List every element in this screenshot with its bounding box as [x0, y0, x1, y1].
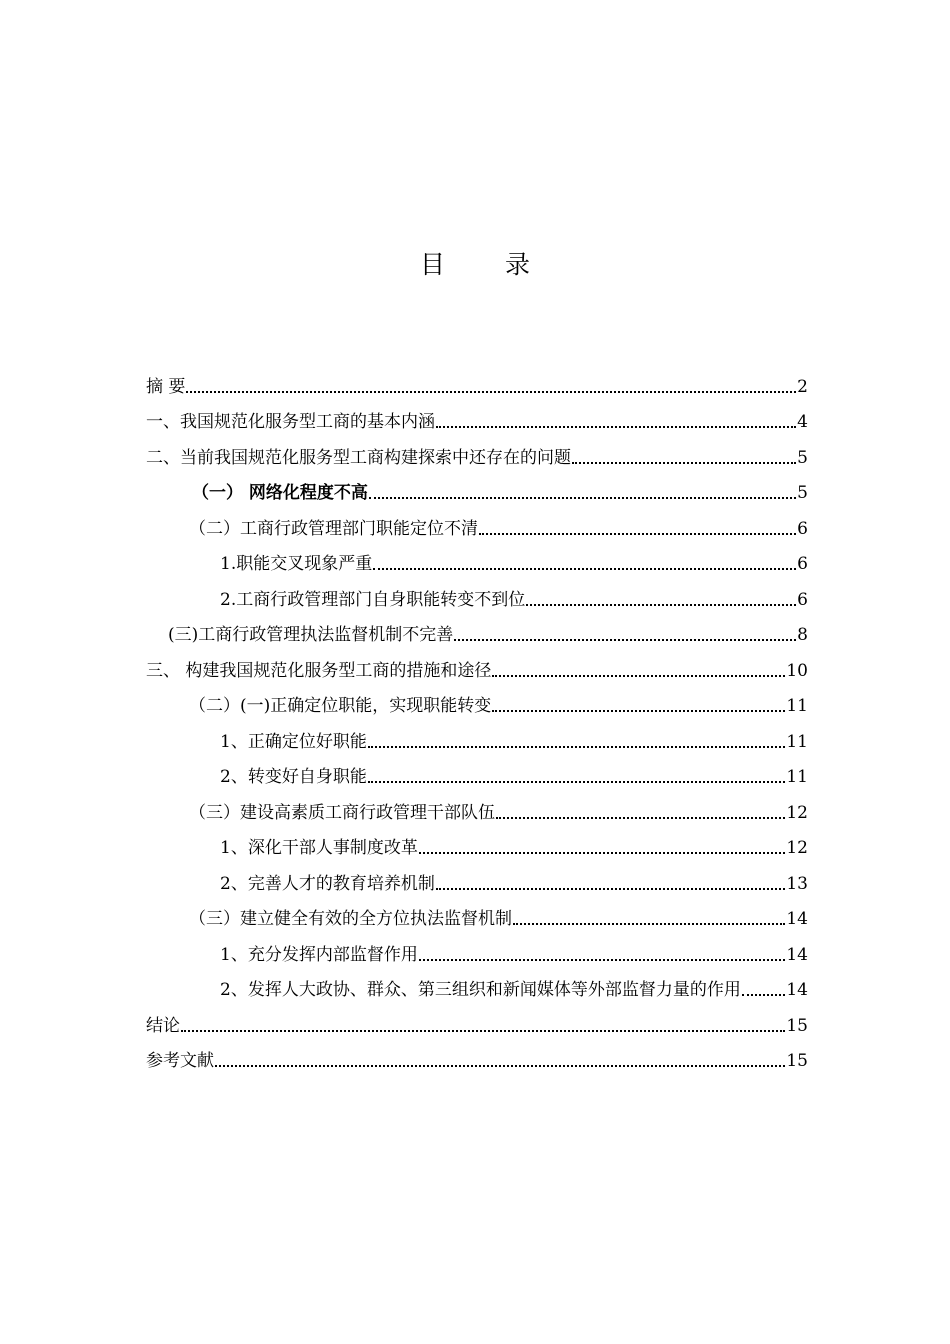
- toc-entry-label: （一） 网络化程度不高: [192, 483, 368, 503]
- toc-entry-label: （二）(一)正确定位职能，实现职能转变: [189, 696, 492, 716]
- toc-entry-page: 2: [797, 376, 808, 397]
- dot-leader: [215, 1065, 785, 1067]
- toc-entry-label: 1、充分发挥内部监督作用: [220, 944, 418, 965]
- dot-leader: [181, 1030, 785, 1032]
- dot-leader: [496, 817, 785, 819]
- dot-leader: [373, 568, 796, 570]
- toc-entry-page: 15: [786, 1051, 808, 1071]
- toc-entry[interactable]: [146, 682, 808, 718]
- toc-entry-label: （三）建设高素质工商行政管理干部队伍: [189, 802, 495, 823]
- dot-leader: [572, 462, 796, 464]
- toc-entry-label: （二）工商行政管理部门职能定位不清: [189, 518, 478, 539]
- dot-leader: [369, 497, 796, 499]
- toc-entry[interactable]: [146, 611, 808, 647]
- toc-entry-page: 12: [786, 838, 808, 858]
- dot-leader: [492, 675, 785, 677]
- dot-leader: [526, 604, 796, 606]
- toc-entry-page: 12: [786, 802, 808, 823]
- toc-entry-page: 6: [797, 554, 808, 574]
- toc-entry[interactable]: [146, 859, 808, 895]
- dot-leader: [454, 639, 796, 641]
- toc-entry-page: 6: [797, 589, 808, 610]
- dot-leader: [419, 852, 786, 854]
- toc-entry[interactable]: [146, 930, 808, 966]
- toc-entry[interactable]: [146, 788, 808, 824]
- dot-leader: [436, 888, 786, 890]
- toc-entry[interactable]: [146, 895, 808, 931]
- toc-entry[interactable]: [146, 824, 808, 860]
- toc-entry-page: 5: [797, 483, 808, 503]
- dot-leader: [742, 994, 786, 996]
- toc-entry-label: 参考文献: [146, 1051, 214, 1071]
- toc-entry-page: 11: [786, 696, 808, 716]
- toc-entry-label: 三、 构建我国规范化服务型工商的措施和途径: [146, 660, 492, 681]
- dot-leader: [368, 746, 786, 748]
- toc-list: [146, 362, 808, 1072]
- toc-entry-page: 4: [797, 412, 808, 432]
- toc-entry-label: 2、转变好自身职能: [220, 767, 367, 787]
- toc-entry-label: （三）建立健全有效的全方位执法监督机制: [189, 909, 512, 929]
- toc-entry-label: 1、正确定位好职能: [220, 731, 367, 752]
- toc-entry-label: 1.职能交叉现象严重: [220, 554, 373, 574]
- toc-entry[interactable]: [146, 717, 808, 753]
- toc-entry-label: (三)工商行政管理执法监督机制不完善: [168, 625, 454, 645]
- toc-entry-label: 2、发挥人大政协、群众、第三组织和新闻媒体等外部监督力量的作用: [220, 980, 741, 1000]
- toc-entry[interactable]: [146, 1037, 808, 1073]
- toc-entry-page: 11: [786, 731, 808, 752]
- toc-entry-page: 5: [797, 447, 808, 468]
- toc-entry-label: 1、深化干部人事制度改革: [220, 838, 418, 858]
- toc-entry-page: 14: [786, 980, 808, 1000]
- toc-entry-label: 2.工商行政管理部门自身职能转变不到位: [220, 589, 526, 610]
- toc-entry-label: 一、我国规范化服务型工商的基本内涵: [146, 412, 435, 432]
- toc-entry[interactable]: [146, 1001, 808, 1037]
- toc-entry-label: 结论: [146, 1015, 180, 1036]
- toc-entry-page: 8: [797, 625, 808, 645]
- toc-entry-page: 13: [786, 873, 808, 894]
- toc-entry-label: 摘 要: [146, 376, 186, 397]
- toc-entry[interactable]: [146, 362, 808, 398]
- toc-entry[interactable]: [146, 540, 808, 576]
- toc-entry[interactable]: [146, 753, 808, 789]
- toc-entry[interactable]: [146, 966, 808, 1002]
- toc-entry-label: 二、当前我国规范化服务型工商构建探索中还存在的问题: [146, 447, 571, 468]
- toc-entry-page: 14: [786, 909, 808, 929]
- toc-entry[interactable]: [146, 575, 808, 611]
- dot-leader: [479, 533, 796, 535]
- dot-leader: [436, 426, 796, 428]
- toc-entry-label: 2、完善人才的教育培养机制: [220, 873, 435, 894]
- dot-leader: [492, 710, 785, 712]
- toc-entry[interactable]: [146, 398, 808, 434]
- dot-leader: [419, 959, 786, 961]
- toc-entry-page: 10: [786, 660, 808, 681]
- dot-leader: [368, 781, 786, 783]
- toc-entry-page: 11: [786, 767, 808, 787]
- dot-leader: [513, 923, 785, 925]
- toc-entry-page: 6: [797, 518, 808, 539]
- toc-entry[interactable]: [146, 433, 808, 469]
- toc-entry[interactable]: [146, 646, 808, 682]
- toc-entry[interactable]: [146, 469, 808, 505]
- dot-leader: [186, 391, 796, 393]
- toc-entry[interactable]: [146, 504, 808, 540]
- toc-entry-page: 14: [786, 944, 808, 965]
- toc-title: 目 录: [420, 250, 556, 279]
- toc-entry-page: 15: [786, 1015, 808, 1036]
